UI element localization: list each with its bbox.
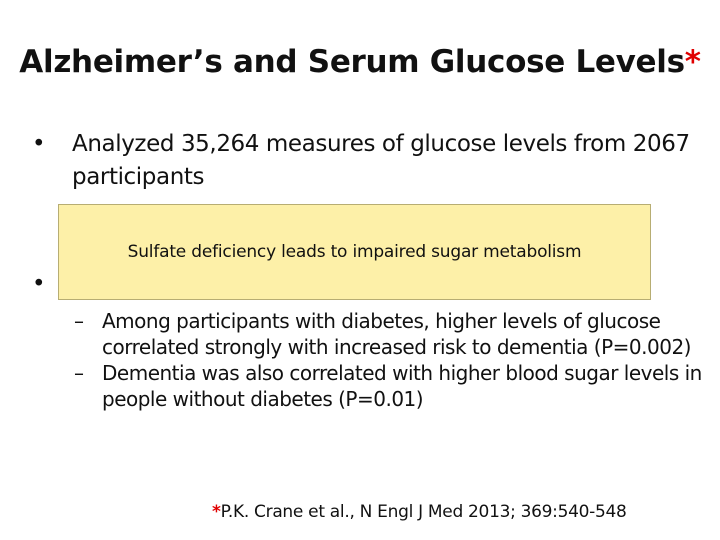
title-asterisk: * (684, 44, 701, 80)
sub-bullet-item-2 (74, 360, 704, 412)
bullet-item-2 (32, 268, 46, 301)
bullet-item-1 (32, 128, 692, 194)
callout-text: Sulfate deficiency leads to impaired sugar metabolism (127, 242, 582, 262)
sub-bullet-text: Among participants with diabetes, higher levels of glucose correlated strongly with increased risk to dementia (P=0.002) (102, 309, 691, 359)
citation-text: P.K. Crane et al., N Engl J Med 2013; 369:540-548 (220, 502, 627, 522)
citation (212, 502, 627, 522)
sub-bullet-list (74, 308, 704, 412)
bullet-symbol: • (32, 271, 46, 297)
sub-bullet-item-1 (74, 308, 704, 360)
bullet-text: Analyzed 35,264 measures of glucose levels from 2067 participants (72, 131, 690, 190)
callout-box (58, 204, 651, 300)
sub-bullet-text: Dementia was also correlated with higher blood sugar levels in people without diabetes (P=0.01) (102, 361, 702, 411)
slide-title (0, 44, 720, 80)
citation-asterisk: * (212, 502, 221, 522)
bullet-list (32, 128, 692, 194)
sub-bullet-dash: – (74, 309, 84, 333)
sub-bullet-dash: – (74, 361, 84, 385)
bullet-symbol: • (32, 131, 46, 157)
title-text: Alzheimer’s and Serum Glucose Levels (19, 44, 685, 80)
